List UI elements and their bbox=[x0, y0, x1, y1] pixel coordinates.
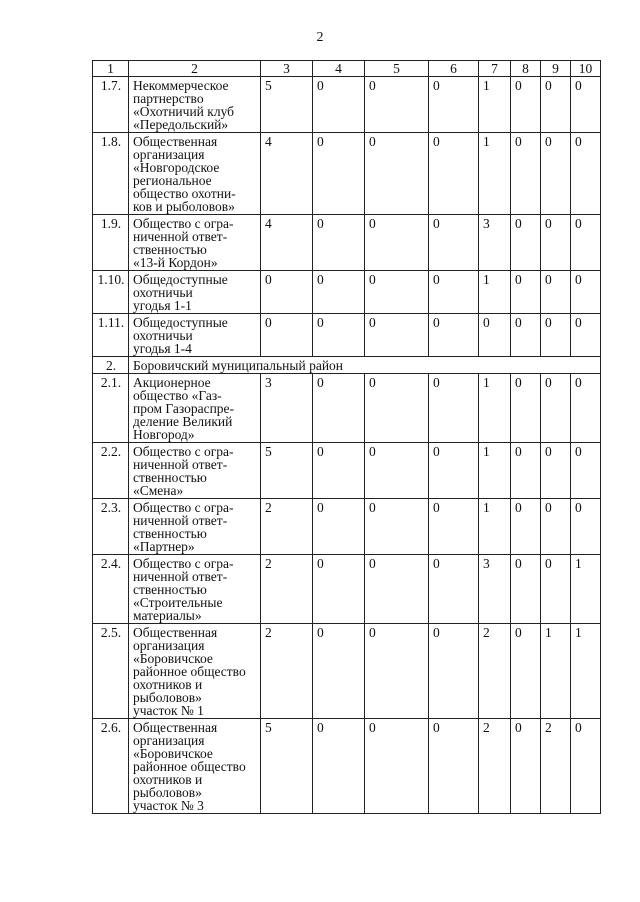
value-col-3: 5 bbox=[261, 443, 313, 499]
value-col-10: 0 bbox=[571, 271, 601, 314]
value-col-5: 0 bbox=[365, 374, 429, 443]
value-col-10: 0 bbox=[571, 443, 601, 499]
organization-name-line: «13-й Кордон» bbox=[133, 255, 218, 270]
value-col-9: 1 bbox=[541, 624, 571, 719]
organization-name-line: Общественная bbox=[133, 134, 218, 149]
page-number: 2 bbox=[316, 30, 324, 45]
organization-name-line: Общество с огра- bbox=[133, 444, 234, 459]
column-header-5: 5 bbox=[365, 61, 429, 77]
value-col-5: 0 bbox=[365, 443, 429, 499]
value-col-10: 0 bbox=[571, 133, 601, 215]
organization-name-line: организация bbox=[133, 638, 205, 653]
value-col-5: 0 bbox=[365, 271, 429, 314]
organization-name-line: материалы» bbox=[133, 608, 202, 623]
column-header-10: 10 bbox=[571, 61, 601, 77]
value-col-6: 0 bbox=[429, 314, 479, 357]
value-col-7: 1 bbox=[479, 374, 511, 443]
organization-name-line: организация bbox=[133, 733, 205, 748]
row-number: 1.7. bbox=[93, 77, 129, 133]
value-col-3: 5 bbox=[261, 719, 313, 814]
table-row bbox=[93, 555, 601, 624]
organization-name-line: Общество с огра- bbox=[133, 500, 234, 515]
row-number: 2.1. bbox=[93, 374, 129, 443]
organization-name-line: районное общество bbox=[133, 759, 246, 774]
value-col-5: 0 bbox=[365, 133, 429, 215]
table-row bbox=[93, 215, 601, 271]
organization-name-line: «Смена» bbox=[133, 483, 184, 498]
value-col-8: 0 bbox=[511, 271, 541, 314]
organization-name-line: ственностью bbox=[133, 582, 207, 597]
organization-name-line: Общественная bbox=[133, 625, 218, 640]
table-row bbox=[93, 271, 601, 314]
row-number: 2.4. bbox=[93, 555, 129, 624]
column-header-9: 9 bbox=[541, 61, 571, 77]
organization-name bbox=[129, 77, 261, 133]
organization-name-line: ниченной ответ- bbox=[133, 229, 228, 244]
organization-name-line: участок № 3 bbox=[133, 798, 204, 813]
organization-name-line: ственностью bbox=[133, 470, 207, 485]
column-header-4: 4 bbox=[313, 61, 365, 77]
value-col-10: 1 bbox=[571, 555, 601, 624]
value-col-3: 2 bbox=[261, 555, 313, 624]
value-col-7: 3 bbox=[479, 215, 511, 271]
value-col-4: 0 bbox=[313, 499, 365, 555]
value-col-6: 0 bbox=[429, 499, 479, 555]
value-col-8: 0 bbox=[511, 77, 541, 133]
organization-name-line: «Боровичское bbox=[133, 651, 213, 666]
value-col-5: 0 bbox=[365, 314, 429, 357]
value-col-8: 0 bbox=[511, 443, 541, 499]
organization-name-line: деление Великий bbox=[133, 414, 233, 429]
organization-name bbox=[129, 719, 261, 814]
row-number: 2.3. bbox=[93, 499, 129, 555]
value-col-6: 0 bbox=[429, 555, 479, 624]
table-row bbox=[93, 719, 601, 814]
value-col-5: 0 bbox=[365, 77, 429, 133]
value-col-7: 1 bbox=[479, 133, 511, 215]
section-title: Боровичский муниципальный район bbox=[129, 357, 601, 374]
column-header-7: 7 bbox=[479, 61, 511, 77]
row-number: 1.10. bbox=[93, 271, 129, 314]
organization-name-line: Новгород» bbox=[133, 427, 195, 442]
value-col-5: 0 bbox=[365, 719, 429, 814]
organization-name-line: Общество с огра- bbox=[133, 556, 234, 571]
column-header-1: 1 bbox=[93, 61, 129, 77]
value-col-10: 0 bbox=[571, 215, 601, 271]
value-col-4: 0 bbox=[313, 719, 365, 814]
value-col-10: 0 bbox=[571, 374, 601, 443]
value-col-4: 0 bbox=[313, 133, 365, 215]
value-col-7: 2 bbox=[479, 624, 511, 719]
column-header-3: 3 bbox=[261, 61, 313, 77]
value-col-3: 2 bbox=[261, 499, 313, 555]
value-col-6: 0 bbox=[429, 271, 479, 314]
organization-name-line: Общедоступные bbox=[133, 315, 228, 330]
value-col-5: 0 bbox=[365, 215, 429, 271]
value-col-9: 0 bbox=[541, 271, 571, 314]
value-col-10: 1 bbox=[571, 624, 601, 719]
organization-name bbox=[129, 443, 261, 499]
organization-name-line: ниченной ответ- bbox=[133, 457, 228, 472]
value-col-9: 0 bbox=[541, 555, 571, 624]
value-col-8: 0 bbox=[511, 215, 541, 271]
organization-name-line: пром Газораспре- bbox=[133, 401, 235, 416]
organization-name bbox=[129, 133, 261, 215]
organization-name-line: общество охотни- bbox=[133, 186, 236, 201]
value-col-4: 0 bbox=[313, 624, 365, 719]
organization-name-line: Общество с огра- bbox=[133, 216, 234, 231]
value-col-7: 2 bbox=[479, 719, 511, 814]
value-col-10: 0 bbox=[571, 314, 601, 357]
organization-name-line: «Боровичское bbox=[133, 746, 213, 761]
organization-name-line: ков и рыболовов» bbox=[133, 199, 235, 214]
table-row bbox=[93, 499, 601, 555]
row-number: 1.9. bbox=[93, 215, 129, 271]
organization-name-line: ственностью bbox=[133, 526, 207, 541]
value-col-3: 0 bbox=[261, 271, 313, 314]
value-col-8: 0 bbox=[511, 719, 541, 814]
value-col-8: 0 bbox=[511, 314, 541, 357]
organization-name bbox=[129, 271, 261, 314]
section-row bbox=[93, 357, 601, 374]
row-number: 1.11. bbox=[93, 314, 129, 357]
header-row bbox=[93, 61, 601, 77]
organization-name-line: угодья 1-4 bbox=[133, 341, 192, 356]
organization-name bbox=[129, 215, 261, 271]
hunting-quota-table bbox=[92, 60, 601, 814]
organization-name-line: Некоммерческое bbox=[133, 78, 229, 93]
organization-name-line: рыболовов» bbox=[133, 785, 202, 800]
organization-name-line: региональное bbox=[133, 173, 212, 188]
table-row bbox=[93, 77, 601, 133]
value-col-8: 0 bbox=[511, 555, 541, 624]
organization-name-line: «Партнер» bbox=[133, 539, 195, 554]
value-col-9: 0 bbox=[541, 215, 571, 271]
value-col-4: 0 bbox=[313, 555, 365, 624]
organization-name-line: участок № 1 bbox=[133, 703, 204, 718]
value-col-9: 0 bbox=[541, 374, 571, 443]
organization-name-line: «Строительные bbox=[133, 595, 223, 610]
organization-name-line: Акционерное bbox=[133, 375, 211, 390]
organization-name-line: охотничьи bbox=[133, 285, 193, 300]
organization-name-line: ниченной ответ- bbox=[133, 513, 228, 528]
value-col-4: 0 bbox=[313, 271, 365, 314]
value-col-9: 0 bbox=[541, 133, 571, 215]
organization-name bbox=[129, 555, 261, 624]
value-col-8: 0 bbox=[511, 499, 541, 555]
value-col-6: 0 bbox=[429, 133, 479, 215]
table-row bbox=[93, 624, 601, 719]
organization-name-line: угодья 1-1 bbox=[133, 298, 192, 313]
table-row bbox=[93, 133, 601, 215]
organization-name-line: «Охотничий клуб bbox=[133, 104, 235, 119]
organization-name-line: ственностью bbox=[133, 242, 207, 257]
organization-name-line: районное общество bbox=[133, 664, 246, 679]
value-col-10: 0 bbox=[571, 77, 601, 133]
organization-name-line: охотников и bbox=[133, 677, 203, 692]
table-row bbox=[93, 443, 601, 499]
column-header-6: 6 bbox=[429, 61, 479, 77]
value-col-6: 0 bbox=[429, 624, 479, 719]
organization-name-line: «Передольский» bbox=[133, 117, 229, 132]
table-row bbox=[93, 314, 601, 357]
value-col-7: 0 bbox=[479, 314, 511, 357]
organization-name bbox=[129, 624, 261, 719]
value-col-10: 0 bbox=[571, 499, 601, 555]
table-row bbox=[93, 374, 601, 443]
value-col-9: 0 bbox=[541, 499, 571, 555]
row-number: 2.6. bbox=[93, 719, 129, 814]
value-col-8: 0 bbox=[511, 374, 541, 443]
organization-name-line: ниченной ответ- bbox=[133, 569, 228, 584]
row-number: 2.5. bbox=[93, 624, 129, 719]
value-col-6: 0 bbox=[429, 374, 479, 443]
value-col-9: 0 bbox=[541, 314, 571, 357]
organization-name-line: «Новгородское bbox=[133, 160, 220, 175]
value-col-4: 0 bbox=[313, 77, 365, 133]
value-col-7: 1 bbox=[479, 499, 511, 555]
organization-name-line: Общедоступные bbox=[133, 272, 228, 287]
value-col-3: 3 bbox=[261, 374, 313, 443]
organization-name-line: охотников и bbox=[133, 772, 203, 787]
value-col-6: 0 bbox=[429, 719, 479, 814]
value-col-9: 0 bbox=[541, 443, 571, 499]
organization-name-line: рыболовов» bbox=[133, 690, 202, 705]
value-col-9: 0 bbox=[541, 77, 571, 133]
value-col-7: 1 bbox=[479, 443, 511, 499]
row-number: 2. bbox=[93, 357, 129, 374]
value-col-7: 1 bbox=[479, 271, 511, 314]
organization-name-line: Общественная bbox=[133, 720, 218, 735]
value-col-6: 0 bbox=[429, 443, 479, 499]
organization-name bbox=[129, 499, 261, 555]
value-col-3: 5 bbox=[261, 77, 313, 133]
organization-name-line: общество «Газ- bbox=[133, 388, 222, 403]
organization-name-line: охотничьи bbox=[133, 328, 193, 343]
table-header bbox=[93, 61, 601, 77]
value-col-4: 0 bbox=[313, 374, 365, 443]
value-col-8: 0 bbox=[511, 624, 541, 719]
value-col-5: 0 bbox=[365, 555, 429, 624]
organization-name bbox=[129, 314, 261, 357]
value-col-5: 0 bbox=[365, 499, 429, 555]
value-col-3: 4 bbox=[261, 133, 313, 215]
value-col-3: 0 bbox=[261, 314, 313, 357]
value-col-4: 0 bbox=[313, 215, 365, 271]
organization-name bbox=[129, 374, 261, 443]
value-col-3: 4 bbox=[261, 215, 313, 271]
row-number: 2.2. bbox=[93, 443, 129, 499]
row-number: 1.8. bbox=[93, 133, 129, 215]
value-col-6: 0 bbox=[429, 215, 479, 271]
value-col-9: 2 bbox=[541, 719, 571, 814]
organization-name-line: организация bbox=[133, 147, 205, 162]
value-col-6: 0 bbox=[429, 77, 479, 133]
column-header-8: 8 bbox=[511, 61, 541, 77]
value-col-3: 2 bbox=[261, 624, 313, 719]
value-col-10: 0 bbox=[571, 719, 601, 814]
value-col-4: 0 bbox=[313, 314, 365, 357]
value-col-7: 3 bbox=[479, 555, 511, 624]
organization-name-line: партнерство bbox=[133, 91, 204, 106]
value-col-7: 1 bbox=[479, 77, 511, 133]
column-header-2: 2 bbox=[129, 61, 261, 77]
value-col-8: 0 bbox=[511, 133, 541, 215]
value-col-5: 0 bbox=[365, 624, 429, 719]
value-col-4: 0 bbox=[313, 443, 365, 499]
table-body bbox=[93, 77, 601, 814]
